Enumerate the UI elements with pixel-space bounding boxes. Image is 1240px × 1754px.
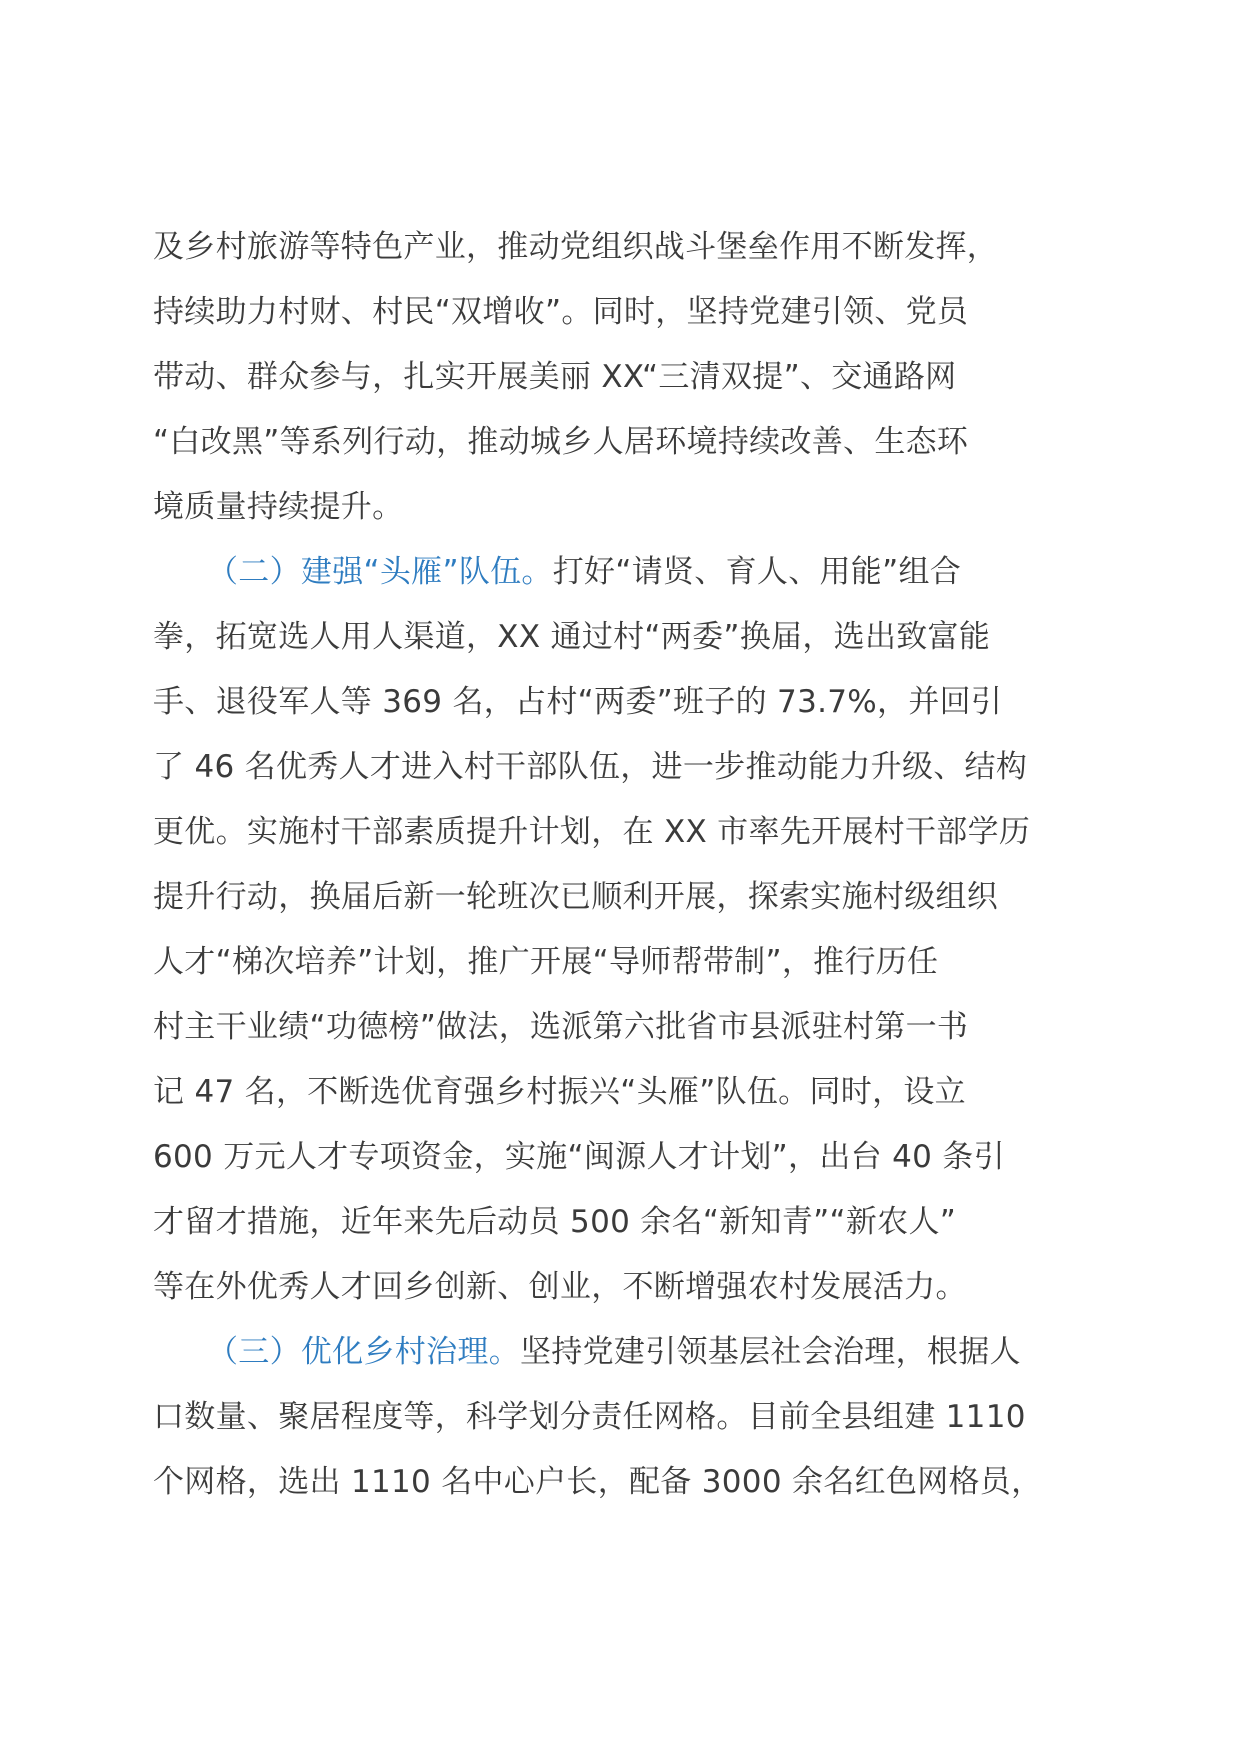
paragraph-rural-industry: [153, 215, 1093, 540]
paragraph-line: 境质量持续提升。: [153, 489, 404, 525]
paragraph-line: 提升行动，换届后新一轮班次已顺利开展，探索实施村级组织: [153, 879, 999, 915]
paragraph-line: 持续助力村财、村民“双增收”。同时，坚持党建引领、党员: [153, 294, 969, 330]
paragraph-line: “白改黑”等系列行动，推动城乡人居环境持续改善、生态环: [153, 424, 969, 460]
paragraph-leader-team: [153, 540, 1093, 1320]
document-body: [153, 215, 1093, 1515]
paragraph-first-line: [153, 1320, 1093, 1385]
paragraph-line: 村主干业绩“功德榜”做法，选派第六批省市县派驻村第一书: [153, 1009, 969, 1045]
paragraph-rural-governance: [153, 1320, 1093, 1515]
paragraph-first-line: [153, 540, 1093, 605]
paragraph-line: 记 47 名，不断选优育强乡村振兴“头雁”队伍。同时，设立: [153, 1074, 966, 1110]
paragraph-line: 更优。实施村干部素质提升计划，在 XX 市率先开展村干部学历: [153, 814, 1031, 850]
paragraph-line: 手、退役军人等 369 名，占村“两委”班子的 73.7%，并回引: [153, 684, 1003, 720]
paragraph-line: 才留才措施，近年来先后动员 500 余名“新知青”“新农人”: [153, 1204, 957, 1240]
paragraph-line-rest: 坚持党建引领基层社会治理，根据人: [520, 1334, 1021, 1370]
paragraph-line: 带动、群众参与，扎实开展美丽 XX“三清双提”、交通路网: [153, 359, 957, 395]
paragraph-line: 拳，拓宽选人用人渠道，XX 通过村“两委”换届，选出致富能: [153, 619, 991, 655]
paragraph-line: 及乡村旅游等特色产业，推动党组织战斗堡垒作用不断发挥，: [153, 229, 999, 265]
paragraph-line: 了 46 名优秀人才进入村干部队伍，进一步推动能力升级、结构: [153, 749, 1028, 785]
paragraph-line: 个网格，选出 1110 名中心户长，配备 3000 余名红色网格员，: [153, 1464, 1043, 1500]
section-heading-3: （三）优化乡村治理。: [207, 1334, 520, 1370]
paragraph-line: 等在外优秀人才回乡创新、创业，不断增强农村发展活力。: [153, 1269, 967, 1305]
paragraph-line-rest: 打好“请贤、育人、用能”组合: [552, 554, 962, 590]
section-heading-2: （二）建强“头雁”队伍。: [207, 554, 553, 590]
paragraph-line: 口数量、聚居程度等，科学划分责任网格。目前全县组建 1110: [153, 1399, 1026, 1435]
paragraph-line: 人才“梯次培养”计划，推广开展“导师帮带制”，推行历任: [153, 944, 939, 980]
paragraph-line: 600 万元人才专项资金，实施“闽源人才计划”，出台 40 条引: [153, 1139, 1005, 1175]
